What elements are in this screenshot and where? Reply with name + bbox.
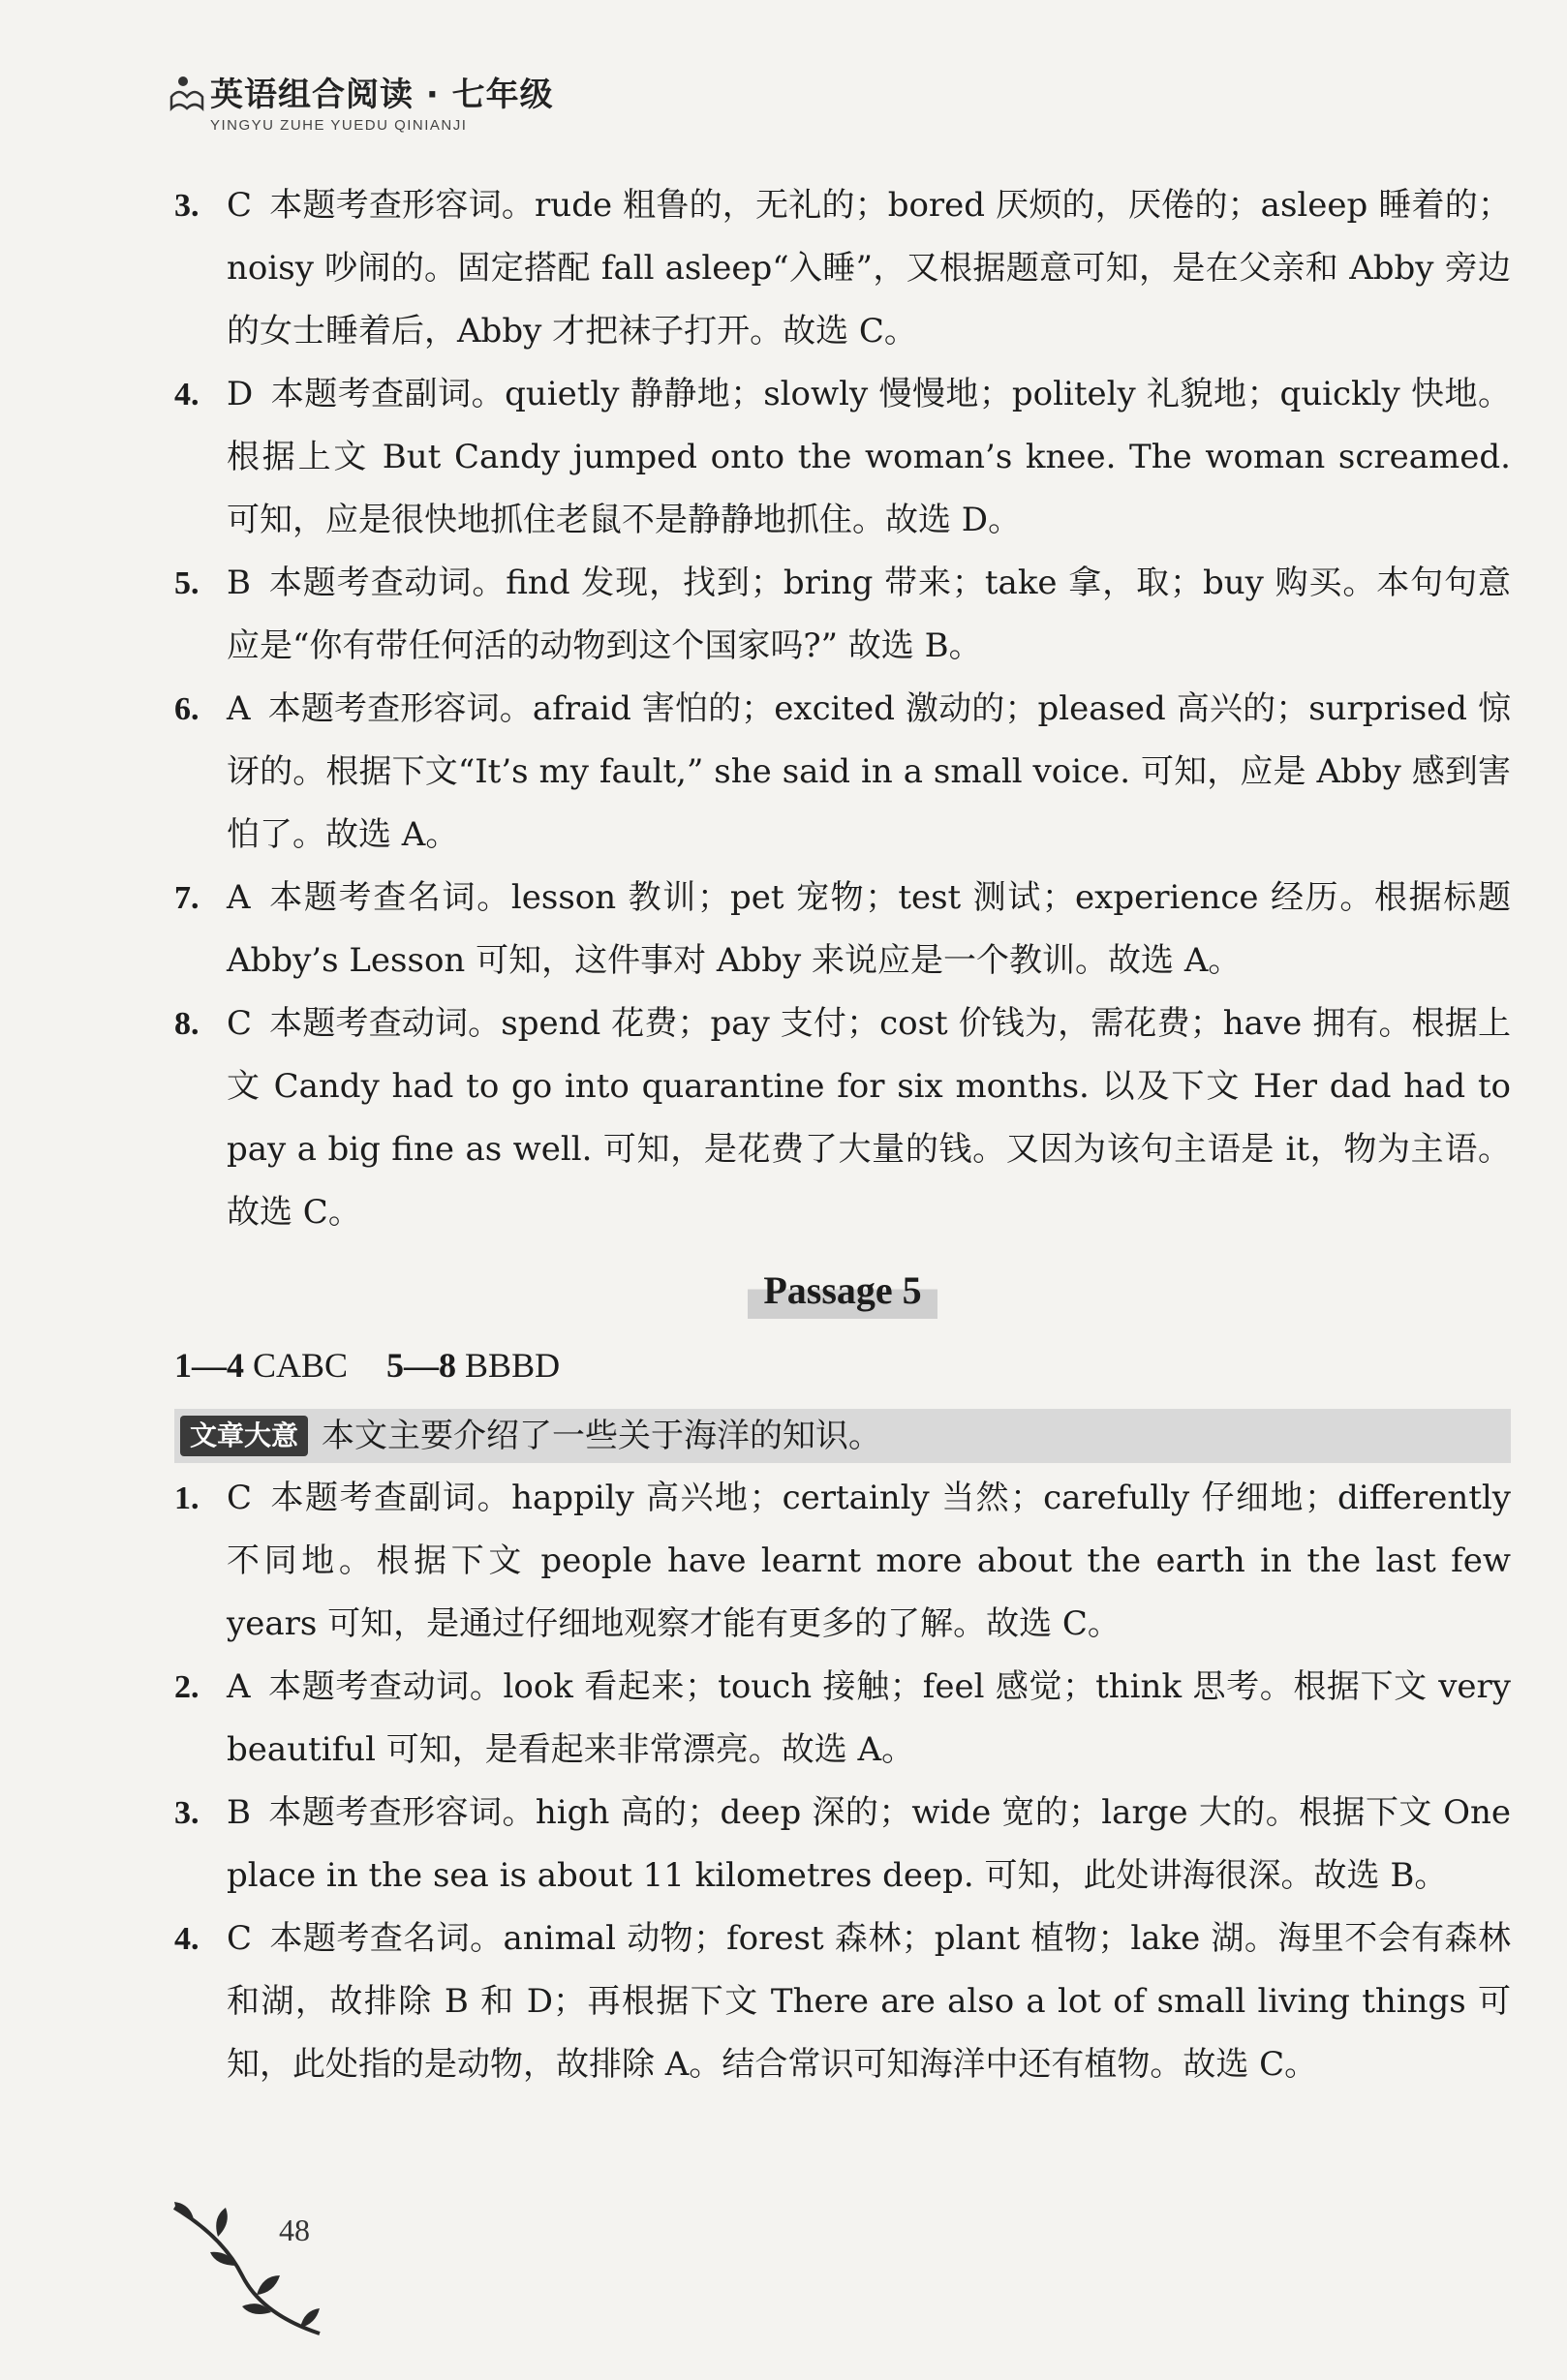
item-number: 8. — [174, 1006, 200, 1042]
item-number: 4. — [174, 1921, 200, 1957]
item-explanation: 本题考查副词。happily 高兴地；certainly 当然；carefully 仔细地；differently 不同地。根据下文 people have learnt more about the earth in the last few years 可知，是通过仔细地观察才能有更多的了解。故选 C。 — [227, 1479, 1511, 1643]
page-header — [169, 68, 554, 134]
answer-item — [174, 992, 1511, 1244]
item-number: 3. — [174, 188, 200, 224]
page-number: 48 — [279, 2212, 310, 2247]
item-number: 3. — [174, 1795, 200, 1831]
item-answer: A — [227, 689, 251, 728]
answer-range: 1—4 — [174, 1346, 244, 1385]
item-answer: C — [227, 1004, 253, 1043]
answer-item — [174, 363, 1511, 552]
item-explanation: 本题考查动词。spend 花费；pay 支付；cost 价钱为，需花费；have 拥有。根据上文 Candy had to go into quarantine for six months. 以及下文 Her dad had to pay a big fine as well. 可知，是花费了大量的钱。又因为该句主语是 it，物为主语。故选 C。 — [227, 1004, 1511, 1232]
item-answer: D — [227, 375, 254, 413]
item-answer: B — [227, 1793, 251, 1832]
book-subtitle: YINGYU ZUHE YUEDU QINIANJI — [210, 117, 468, 134]
item-number: 7. — [174, 880, 200, 916]
item-answer: A — [227, 1667, 251, 1706]
item-number: 1. — [174, 1480, 200, 1516]
item-number: 2. — [174, 1669, 200, 1705]
item-number: 5. — [174, 565, 200, 601]
answer-item — [174, 174, 1511, 363]
answer-letters: CABC — [253, 1346, 349, 1385]
item-answer: A — [227, 878, 251, 917]
answer-item — [174, 1907, 1511, 2096]
answer-item — [174, 1656, 1511, 1782]
answer-item — [174, 552, 1511, 678]
item-answer: B — [227, 564, 251, 602]
answer-key-line — [174, 1334, 1511, 1397]
item-explanation: 本题考查副词。quietly 静静地；slowly 慢慢地；politely 礼貌地；quickly 快地。根据上文 But Candy jumped onto the woman’s knee. The woman screamed. 可知，应是很快地抓住老鼠不是静静地抓住。故选 D。 — [227, 375, 1511, 539]
item-explanation: 本题考查形容词。high 高的；deep 深的；wide 宽的；large 大的。根据下文 One place in the sea is about 11 kilometres deep. 可知，此处讲海很深。故选 B。 — [227, 1793, 1511, 1895]
item-answer: C — [227, 1479, 253, 1517]
book-title: 英语组合阅读 · 七年级 — [210, 76, 554, 114]
book-logo-icon — [169, 74, 204, 112]
item-number: 4. — [174, 377, 200, 412]
passage-heading — [174, 1262, 1511, 1319]
item-number: 6. — [174, 691, 200, 727]
item-explanation: 本题考查动词。find 发现，找到；bring 带来；take 拿，取；buy 购买。本句句意应是“你有带任何活的动物到这个国家吗?” 故选 B。 — [227, 564, 1511, 665]
item-explanation: 本题考查形容词。rude 粗鲁的，无礼的；bored 厌烦的，厌倦的；asleep 睡着的；noisy 吵闹的。固定搭配 fall asleep“入睡”，又根据题意可知，是在父亲和 Abby 旁边的女士睡着后，Abby 才把袜子打开。故选 C。 — [227, 186, 1511, 351]
answer-item — [174, 1467, 1511, 1656]
summary-text: 本文主要介绍了一些关于海洋的知识。 — [322, 1417, 882, 1455]
answer-item — [174, 678, 1511, 867]
item-answer: C — [227, 1919, 253, 1958]
item-explanation: 本题考查动词。look 看起来；touch 接触；feel 感觉；think 思考。根据下文 very beautiful 可知，是看起来非常漂亮。故选 A。 — [227, 1667, 1511, 1769]
item-explanation: 本题考查名词。lesson 教训；pet 宠物；test 测试；experience 经历。根据标题 Abby’s Lesson 可知，这件事对 Abby 来说应是一个教训。故选 A。 — [227, 878, 1511, 980]
item-answer: C — [227, 186, 253, 225]
passage-title: Passage 5 — [748, 1262, 937, 1319]
item-explanation: 本题考查名词。animal 动物；forest 森林；plant 植物；lake 湖。海里不会有森林和湖，故排除 B 和 D；再根据下文 There are also a lot of small living things 可知，此处指的是动物，故排除 A。结合常识可知海洋中还有植物。故选 C。 — [227, 1919, 1511, 2084]
answer-item — [174, 1782, 1511, 1907]
page-content — [174, 174, 1511, 2096]
item-explanation: 本题考查形容词。afraid 害怕的；excited 激动的；pleased 高兴的；surprised 惊讶的。根据下文“It’s my fault,” she said in a small voice. 可知，应是 Abby 感到害怕了。故选 A。 — [227, 689, 1511, 854]
summary-bar — [174, 1409, 1511, 1463]
answer-item — [174, 867, 1511, 992]
summary-label: 文章大意 — [180, 1416, 308, 1456]
answer-letters: BBBD — [465, 1346, 561, 1385]
answer-range: 5—8 — [386, 1346, 457, 1385]
